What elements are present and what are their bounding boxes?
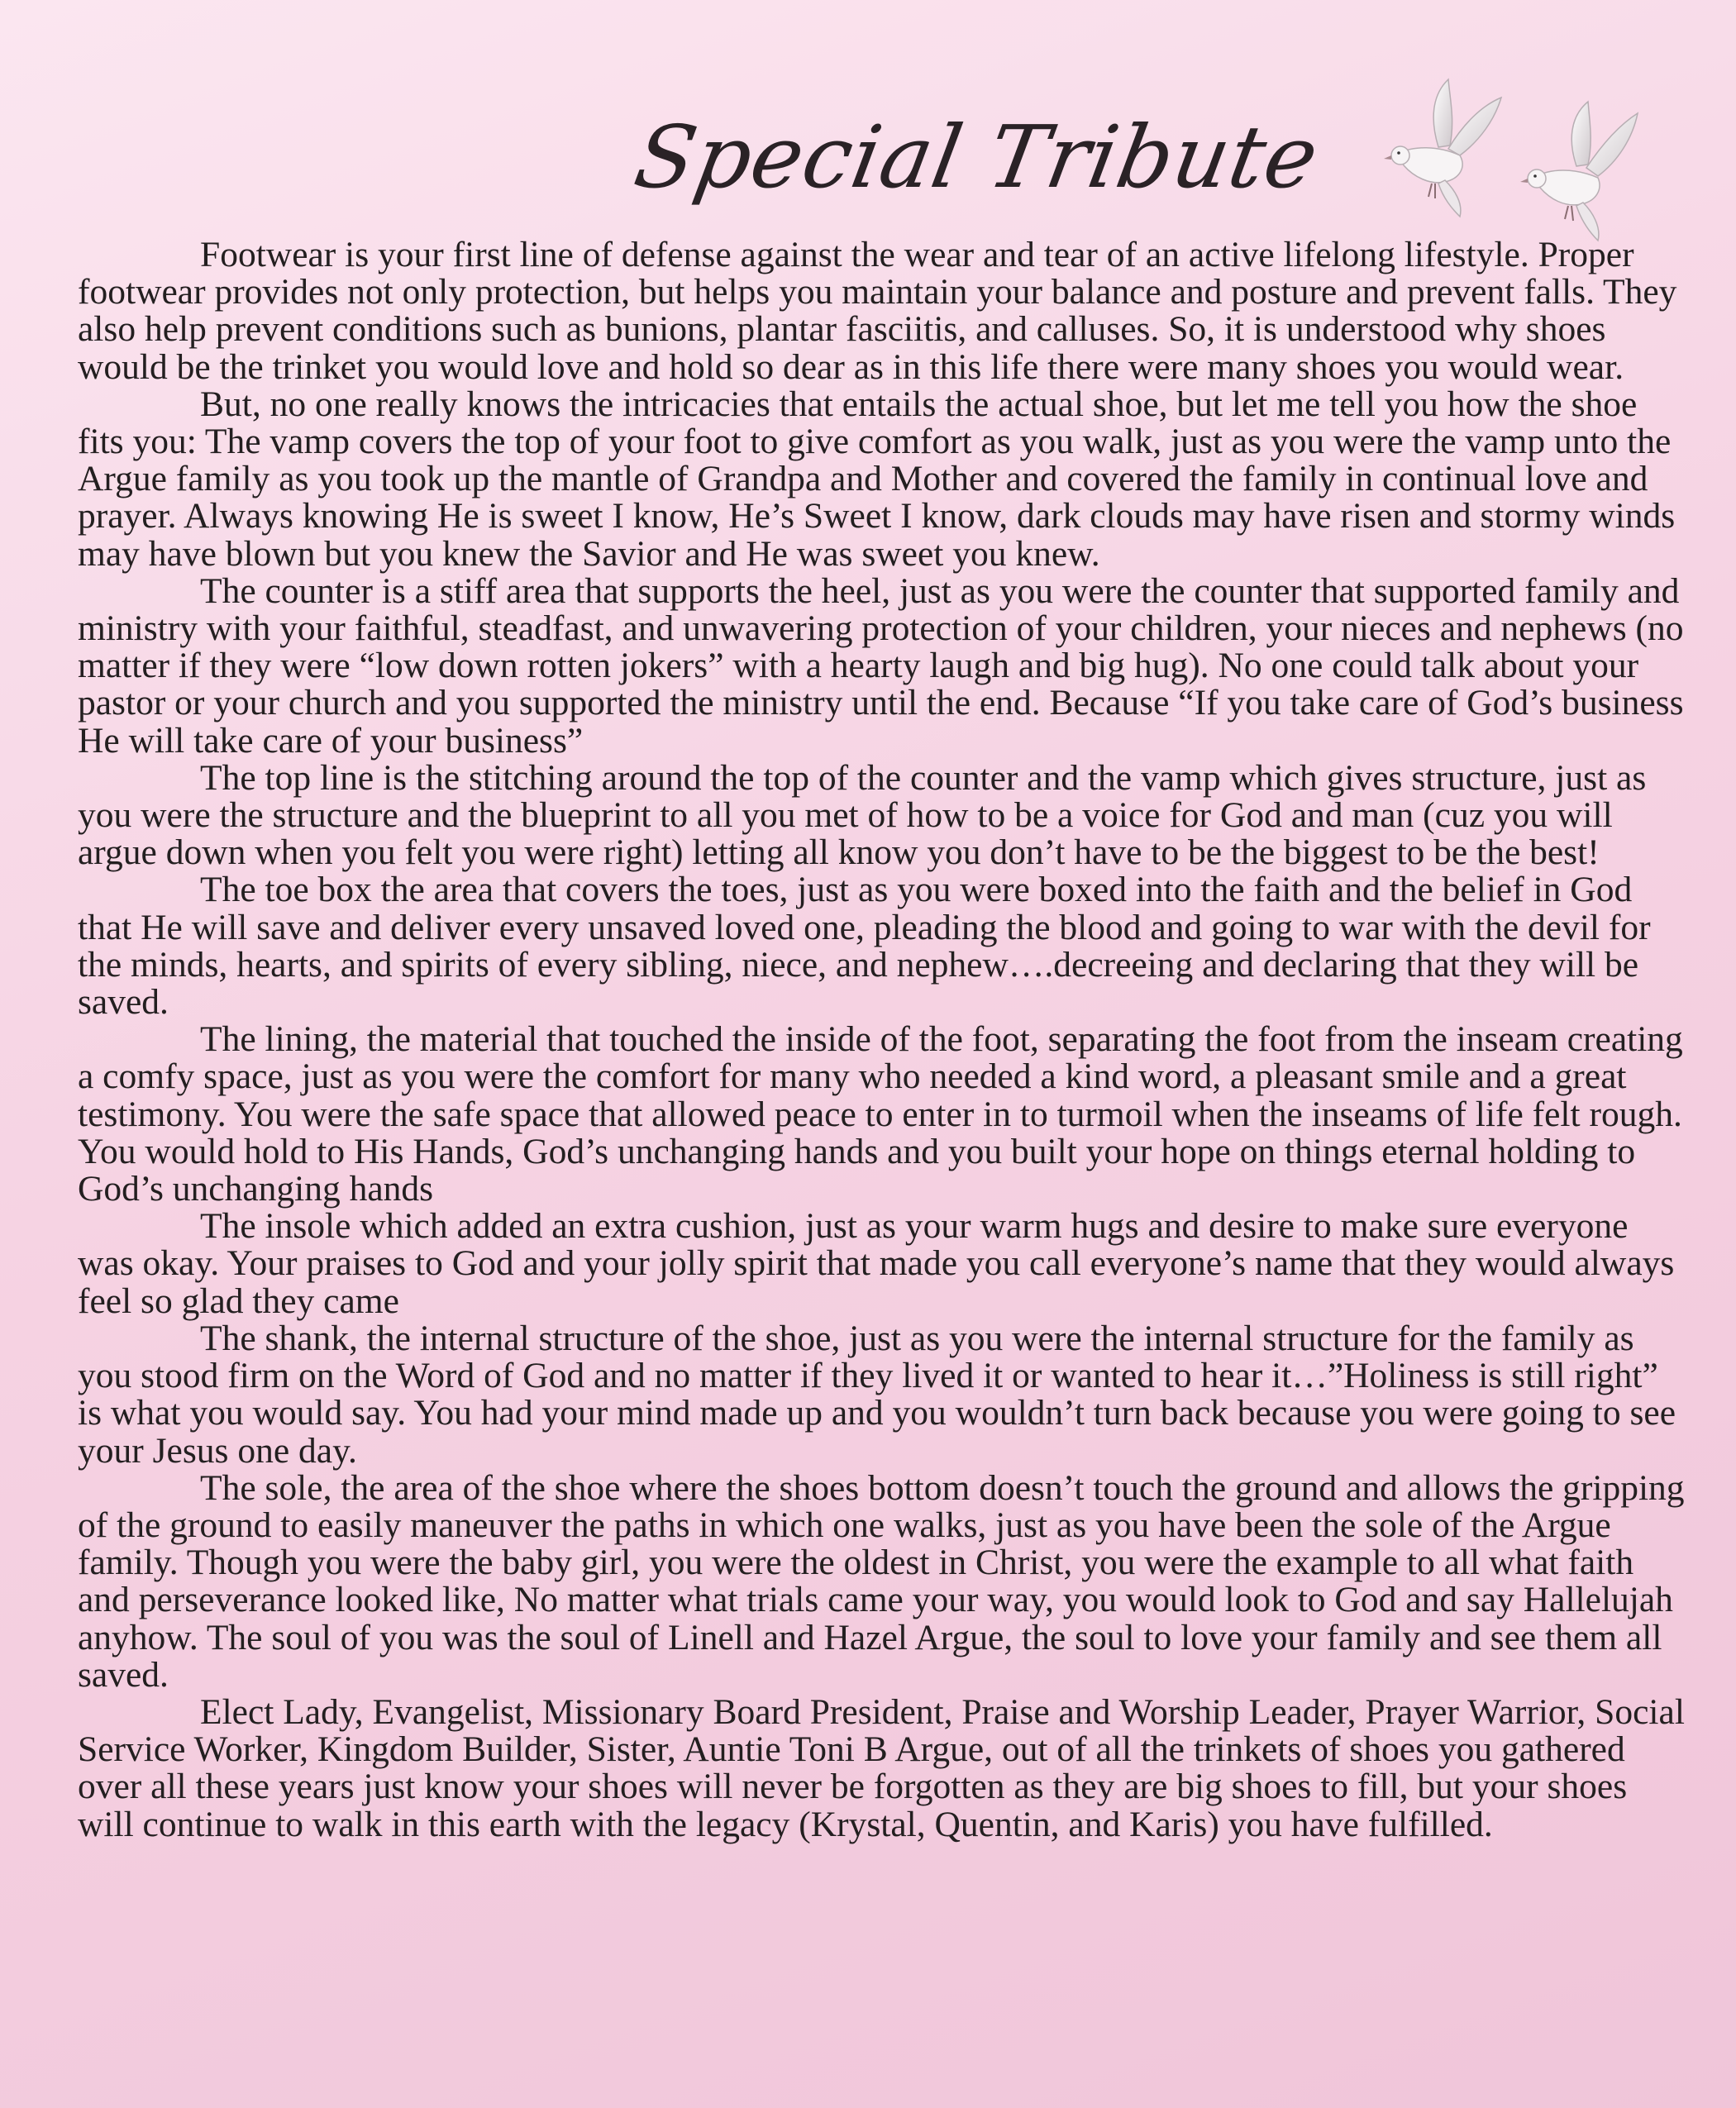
- tribute-paragraph: But, no one really knows the intricacies that entails the actual shoe, but let me tell you how the shoe fits you: The vamp covers the top of your foot to give comfort as you walk, just as you were the vamp unto the Argue family as you took up the mantle of Grandpa and Mother and covered the family in continual love and prayer. Always knowing He is sweet I know, He’s Sweet I know, dark clouds may have risen and stormy winds may have blown but you knew the Savior and He was sweet you knew.: [78, 384, 1676, 574]
- tribute-paragraph: The lining, the material that touched the inside of the foot, separating the foot from the inseam creating a comfy space, just as you were the comfort for many who needed a kind word, a pleasant smile and a great testimony. You were the safe space that allowed peace to enter in to turmoil when the inseams of life felt rough. You would hold to His Hands, God’s unchanging hands and you built your hope on things eternal holding to God’s unchanging hands: [78, 1019, 1683, 1209]
- tribute-paragraph: The top line is the stitching around the top of the counter and the vamp which gives structure, just as you were the structure and the blueprint to all you met of how to be a voice for God and man (cuz you will argue down when you felt you were right) letting all know you don’t have to be the biggest to be the best!: [78, 757, 1647, 873]
- tribute-paragraph: The sole, the area of the shoe where the shoes bottom doesn’t touch the ground and allows the gripping of the ground to easily maneuver the paths in which one walks, just as you have been the sole of the Argue family. Though you were the baby girl, you were the oldest in Christ, you were the example to all what faith and perseverance looked like, No matter what trials came your way, you would look to God and say Hallelujah anyhow. The soul of you was the soul of Linell and Hazel Argue, the soul to love your family and see them all saved.: [78, 1467, 1685, 1695]
- tribute-body: [78, 236, 1690, 1843]
- tribute-paragraph: The insole which added an extra cushion, just as your warm hugs and desire to make sure everyone was okay. Your praises to God and your jolly spirit that made you call everyone’s name that they would always feel so glad they came: [78, 1206, 1675, 1321]
- tribute-paragraph: The shank, the internal structure of the shoe, just as you were the internal structure for the family as you stood firm on the Word of God and no matter if they lived it or wanted to hear it…”Holiness is still right” is what you would say. You had your mind made up and you wouldn’t turn back because you were going to see your Jesus one day.: [78, 1318, 1676, 1471]
- page-header: [0, 0, 1736, 248]
- page-title: Special Tribute: [627, 107, 1327, 207]
- tribute-paragraph: The counter is a stiff area that supports the heel, just as you were the counter that supported family and ministry with your faithful, steadfast, and unwavering protection of your children, your nieces and nephews (no matter if they were “low down rotten jokers” with a hearty laugh and big hug). No one could talk about your pastor or your church and you supported the ministry until the end. Because “If you take care of God’s business He will take care of your business”: [78, 570, 1684, 761]
- tribute-paragraph: Elect Lady, Evangelist, Missionary Board President, Praise and Worship Leader, Prayer Warrior, Social Service Worker, Kingdom Builder, Sister, Auntie Toni B Argue, out of all the trinkets of shoes you gathered over all these years just know your shoes will never be forgotten as they are big shoes to fill, but your shoes will continue to walk in this earth with the legacy (Krystal, Quentin, and Karis) you have fulfilled.: [78, 1691, 1685, 1844]
- dove-icon: [1381, 74, 1505, 223]
- tribute-paragraph: The toe box the area that covers the toes, just as you were boxed into the faith and the belief in God that He will save and deliver every unsaved loved one, pleading the blood and going to war with the devil for the minds, hearts, and spirits of every sibling, niece, and nephew….decreeing and declaring that they will be saved.: [78, 870, 1651, 1023]
- dove-icon: [1517, 95, 1641, 244]
- tribute-paragraph: Footwear is your first line of defense against the wear and tear of an active lifelong lifestyle. Proper footwear provides not only protection, but helps you maintain your balance and posture and prevent falls. They also help prevent conditions such as bunions, plantar fasciitis, and calluses. So, it is understood why shoes would be the trinket you would love and hold so dear as in this life there were many shoes you would wear.: [78, 235, 1677, 387]
